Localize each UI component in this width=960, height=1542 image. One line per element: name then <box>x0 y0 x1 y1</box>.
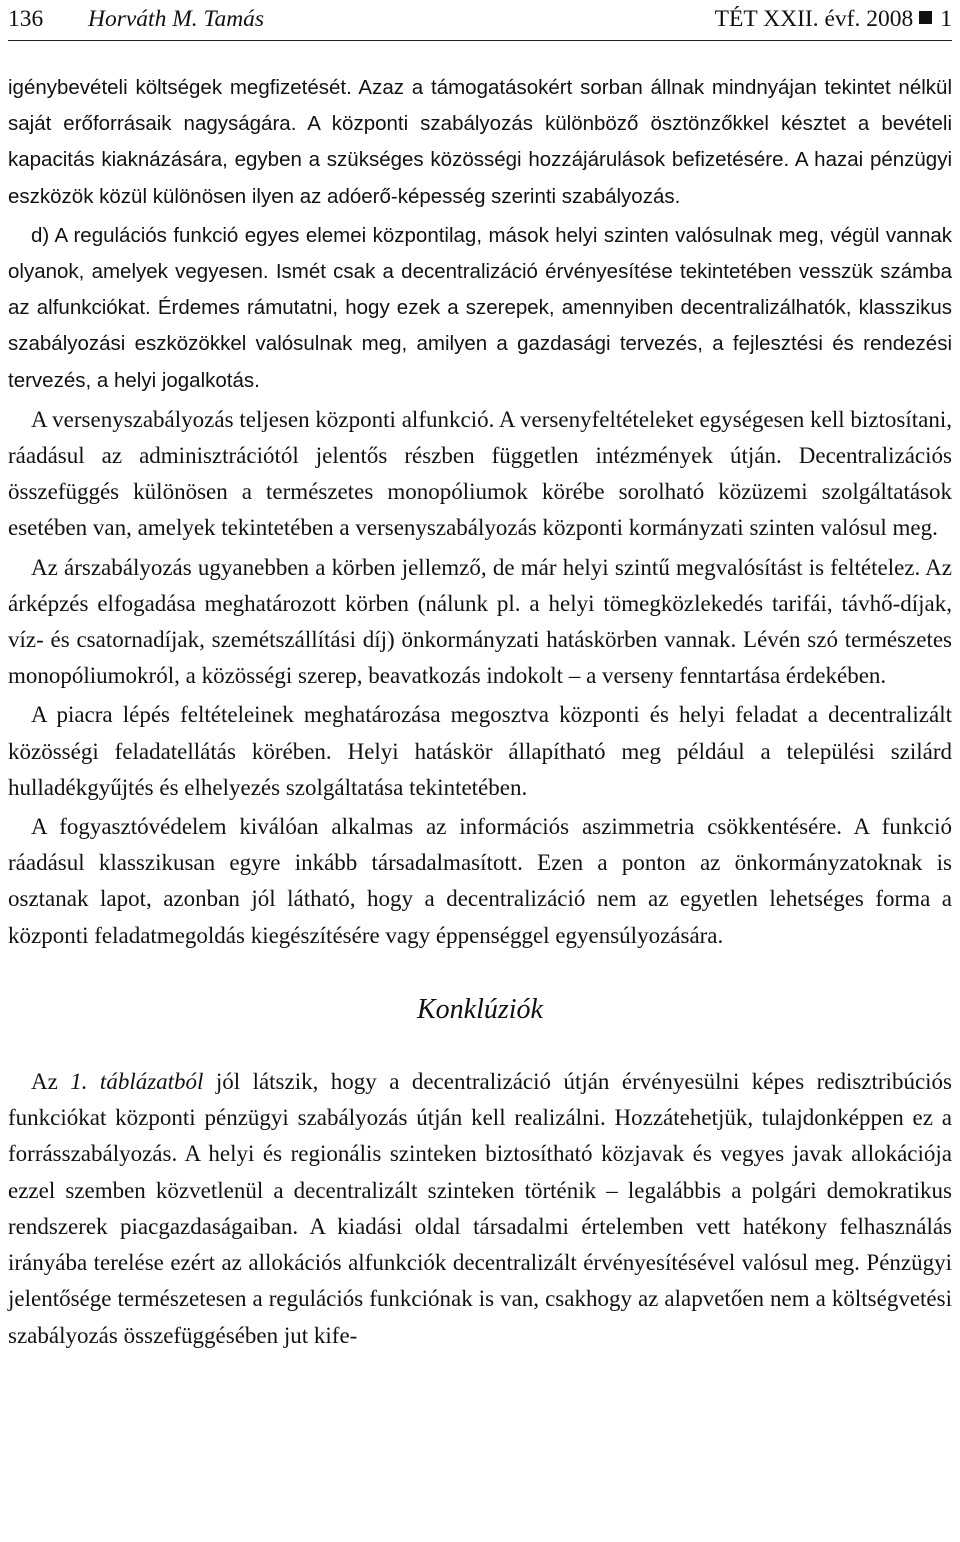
issue-number: 1 <box>940 6 952 32</box>
paragraph-regulation: d) A regulációs funkció egyes elemei központilag, mások helyi szinten valósulnak meg, végül vannak olyanok, amelyek vegyesen. Ismét csak a decentralizáció érvényesítése tekintetében vesszük számba az alfunkciókat. Érdemes rámutatni, hogy ezek a szerepek, amennyiben decentralizálhatók, klasszikus szabályozási eszközökkel valósulnak meg, amilyen a gazdasági tervezés, a fejlesztési és rendezési tervezés, a helyi jogalkotás. <box>8 223 952 392</box>
page-body <box>8 70 952 1357</box>
paragraph-price-regulation: Az árszabályozás ugyanebben a körben jellemző, de már helyi szintű megvalósítást is feltételez. Az árképzés elfogadása meghatározott körben (nálunk pl. a helyi tömegközlekedés tarifái, távhő-díjak, víz- és csatornadíjak, szemétszállítási díj) önkormányzati hatáskörben vannak. Lévén szó természetes monopóliumokról, a közösségi szerep, beavatkozás indokolt – a verseny fenntartása érdekében. <box>8 554 952 689</box>
running-author: Horváth M. Tamás <box>88 6 265 32</box>
running-journal <box>715 6 952 33</box>
paragraph-continuation: igénybevételi költségek megfizetését. Azaz a támogatásokért sorban állnak mindnyájan tekintet nélkül saját erőforrásaik nagyságára. A központi szabályozás különböző ösztönzőkkel késztet a bevételi kapacitás kiaknázására, egyben a szükséges közösségi hozzájárulások befizetésére. A hazai pénzügyi eszközök közül különösen ilyen az adóerő-képesség szerinti szabályozás. <box>8 76 952 208</box>
running-header <box>8 4 952 41</box>
table-reference: 1. táblázatból <box>70 1069 204 1095</box>
square-bullet-icon <box>919 11 932 24</box>
paragraph-consumer-protection: A fogyasztóvédelem kiválóan alkalmas az információs aszimmetria csökkentésére. A funkció ráadásul klasszikusan egyre inkább társadalmasított. Ezen a ponton az önkormányzatoknak is osztanak lapot, azonban jól látható, hogy a decentralizáció nem az egyetlen lehetséges forma a központi feladatmegoldás kiegészítésére vagy éppenséggel egyensúlyozására. <box>8 814 952 948</box>
paragraph-market-entry: A piacra lépés feltételeinek meghatározása megosztva központi és helyi feladat a decentralizált közösségi feladatellátás körében. Helyi hatáskör állapítható meg például a települési szilárd hulladékgyűjtés és elhelyezés szolgáltatása tekintetében. <box>8 702 952 800</box>
conclusion-lead: Az <box>31 1069 71 1095</box>
paragraph-conclusion <box>8 1064 952 1354</box>
conclusion-text: jól látszik, hogy a decentralizáció útján érvényesülni képes redisztribúciós funkciókat központi pénzügyi szabályozás útján kell realizálni. Hozzátehetjük, tulajdonképpen ez a forrásszabályozás. A helyi és regionális szinteken biztosítható közjavak és vegyes javak allokációja ezzel szemben közvetlenül a decentralizált szinteken történik – legalábbis a polgári demokratikus rendszerek piacgazdaságaiban. A kiadási oldal társadalmi értelemben vett hatékony felhasználás irányába terelése ezért az allokációs alfunkciók decentralizált érvényesítésével valósul meg. Pénzügyi jelentősége természetesen a regulációs funkciónak is van, csakhogy az alapvetően nem a költségvetési szabályozás összefüggésében jut kife- <box>8 1069 952 1348</box>
paragraph-competition: A versenyszabályozás teljesen központi alfunkció. A versenyfeltételeket egységesen kell biztosítani, ráadásul az adminisztrációtól jelentős részben független intézmények útján. Decentralizációs összefüggés különösen a természetes monopóliumok körébe sorolható közüzemi szolgáltatások esetében van, amelyek tekintetében a versenyszabályozás központi kormányzati szinten valósul meg. <box>8 406 952 541</box>
section-heading: Konklúziók <box>417 993 543 1025</box>
journal-title: TÉT XXII. évf. 2008 <box>714 6 914 32</box>
page-number: 136 <box>8 6 44 32</box>
